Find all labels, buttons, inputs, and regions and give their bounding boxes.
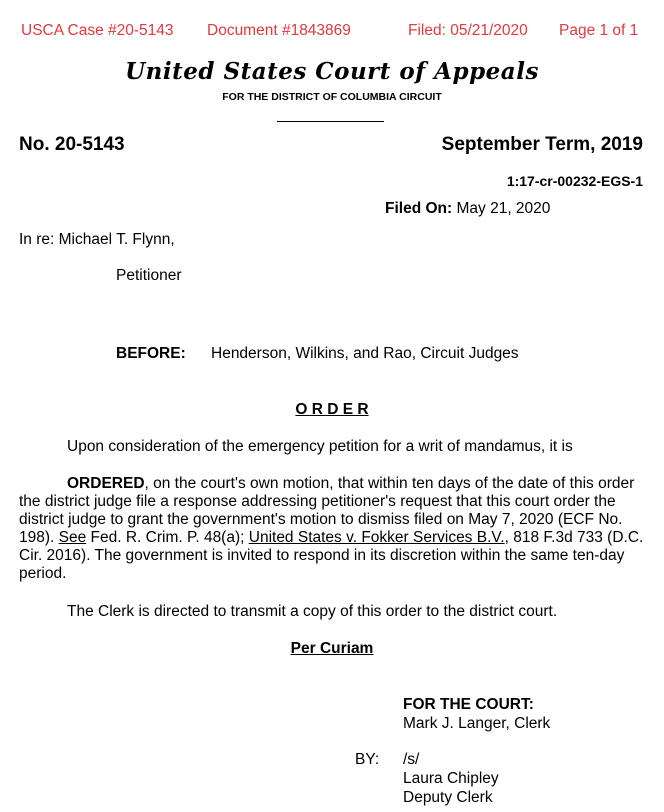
ordered-text-3: , 818 F.3d 733 (D.C. Cir. 2016). The government is invited to respond in its discretion within the same ten-day period. bbox=[19, 529, 644, 582]
before-label: BEFORE: bbox=[116, 345, 186, 362]
petitioner-label: Petitioner bbox=[116, 267, 182, 284]
deputy-clerk-name: Laura Chipley bbox=[403, 770, 499, 787]
filed-date-stamp: Filed: 05/21/2020 bbox=[408, 22, 528, 39]
clerk-direction-paragraph: The Clerk is directed to transmit a copy of this order to the district court. bbox=[67, 603, 558, 620]
court-circuit: FOR THE DISTRICT OF COLUMBIA CIRCUIT bbox=[222, 91, 442, 103]
page-number-stamp: Page 1 of 1 bbox=[559, 22, 639, 39]
see-signal: See bbox=[58, 529, 87, 546]
consideration-paragraph: Upon consideration of the emergency petition for a writ of mandamus, it is bbox=[67, 438, 573, 455]
case-number-stamp: USCA Case #20-5143 bbox=[21, 22, 174, 39]
in-re: In re: Michael T. Flynn, bbox=[19, 231, 175, 248]
clerk-name: Mark J. Langer, Clerk bbox=[403, 715, 551, 732]
for-the-court: FOR THE COURT: bbox=[403, 696, 534, 713]
signature-mark: /s/ bbox=[403, 751, 420, 768]
ordered-text-2: Fed. R. Crim. P. 48(a); bbox=[86, 529, 249, 546]
document-number-stamp: Document #1843869 bbox=[207, 22, 351, 39]
filed-on-label: Filed On: bbox=[385, 200, 453, 217]
by-label: BY: bbox=[355, 751, 380, 768]
ordered-paragraph bbox=[19, 475, 647, 583]
filed-on-date: May 21, 2020 bbox=[456, 200, 551, 217]
court-term: September Term, 2019 bbox=[441, 134, 643, 155]
case-citation: United States v. Fokker Services B.V. bbox=[248, 529, 505, 546]
deputy-clerk-title: Deputy Clerk bbox=[403, 789, 493, 806]
panel-judges: Henderson, Wilkins, and Rao, Circuit Judges bbox=[211, 345, 519, 362]
order-title: O R D E R bbox=[295, 401, 369, 418]
per-curiam: Per Curiam bbox=[290, 640, 374, 657]
filed-on bbox=[385, 200, 550, 218]
ordered-keyword: ORDERED bbox=[67, 475, 145, 492]
ordered-text-1: , on the court's own motion, that within ten days of the date of this order the district judge file a response addressing petitioner's request that this court order the district judge to grant the government's motion to dismiss filed on May 7, 2020 (ECF No. 198). bbox=[19, 475, 635, 546]
docket-number: 1:17-cr-00232-EGS-1 bbox=[506, 173, 643, 189]
title-divider bbox=[277, 121, 384, 122]
court-name: United States Court of Appeals bbox=[125, 58, 539, 85]
case-number: No. 20-5143 bbox=[19, 134, 125, 155]
